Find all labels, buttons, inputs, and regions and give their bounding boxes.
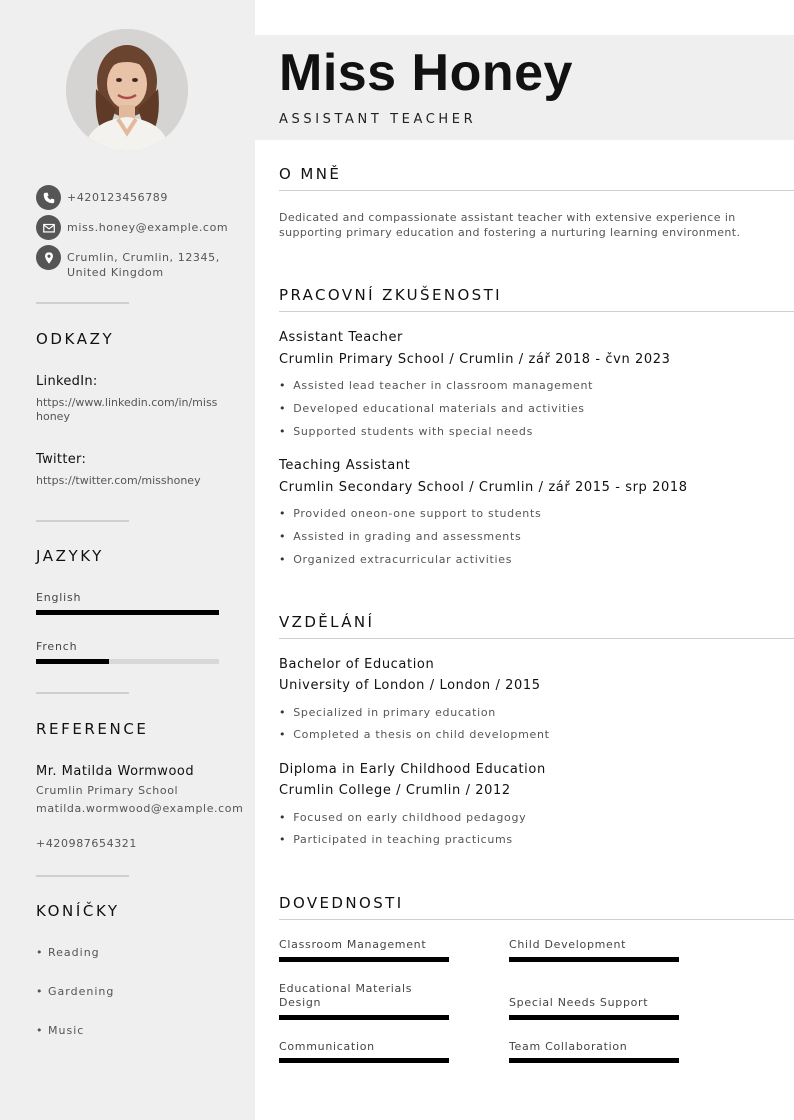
link-label-linkedin: LinkedIn: — [36, 374, 98, 389]
reference-heading: REFERENCE — [36, 720, 149, 738]
job-bullet: • Provided oneon-one support to students — [279, 507, 541, 520]
divider — [36, 692, 129, 694]
link-label-twitter: Twitter: — [36, 452, 87, 467]
links-heading: ODKAZY — [36, 330, 115, 348]
job-details: Crumlin Secondary School / Crumlin / zář 2015 - srp 2018 — [279, 480, 688, 495]
job-title-item: Teaching Assistant — [279, 458, 411, 473]
language-name: English — [36, 591, 82, 604]
job-title: ASSISTANT TEACHER — [279, 112, 477, 127]
hobby-item: • Reading — [36, 946, 100, 959]
hobbies-heading: KONÍČKY — [36, 902, 120, 920]
email-text: miss.honey@example.com — [67, 221, 229, 234]
skill-level-bar — [509, 957, 679, 962]
language-level-bar — [36, 610, 219, 615]
degree-title: Bachelor of Education — [279, 657, 435, 672]
hobby-item: • Music — [36, 1024, 85, 1037]
skills-heading: DOVEDNOSTI — [279, 894, 404, 912]
reference-company: Crumlin Primary School — [36, 784, 179, 797]
job-details: Crumlin Primary School / Crumlin / zář 2018 - čvn 2023 — [279, 352, 671, 367]
skill-label: Special Needs Support — [509, 996, 649, 1009]
education-bullet: • Completed a thesis on child development — [279, 728, 550, 741]
profile-photo — [66, 29, 188, 151]
contact-phone — [36, 185, 227, 210]
languages-heading: JAZYKY — [36, 547, 104, 565]
degree-title: Diploma in Early Childhood Education — [279, 762, 546, 777]
skill-label: Educational Materials Design — [279, 982, 413, 1009]
main-content — [255, 0, 794, 1120]
language-name: French — [36, 640, 78, 653]
job-bullet: • Developed educational materials and activities — [279, 402, 585, 415]
hobby-item: • Gardening — [36, 985, 115, 998]
skill-level-bar — [279, 1015, 449, 1020]
education-bullet: • Participated in teaching practicums — [279, 833, 513, 846]
skill-level-bar — [509, 1058, 679, 1063]
section-rule — [279, 919, 794, 920]
job-bullet: • Assisted lead teacher in classroom management — [279, 379, 593, 392]
link-twitter[interactable]: https://twitter.com/misshoney — [36, 474, 201, 487]
language-level-bar — [36, 659, 219, 664]
location-pin-icon — [36, 245, 61, 270]
reference-name: Mr. Matilda Wormwood — [36, 764, 195, 779]
divider — [36, 520, 129, 522]
skill-label: Child Development — [509, 938, 627, 951]
skill-label: Communication — [279, 1040, 375, 1053]
contact-email — [36, 215, 227, 240]
experience-heading: PRACOVNÍ ZKUŠENOSTI — [279, 286, 502, 304]
divider — [36, 302, 129, 304]
address-text: Crumlin, Crumlin, 12345, United Kingdom — [67, 251, 220, 279]
skill-level-bar — [279, 1058, 449, 1063]
language-level-fill — [36, 659, 109, 664]
link-linkedin[interactable]: https://www.linkedin.com/in/misshoney — [36, 396, 218, 423]
contact-address — [36, 245, 227, 280]
skill-level-bar — [279, 957, 449, 962]
section-rule — [279, 311, 794, 312]
envelope-icon — [36, 215, 61, 240]
reference-phone: +420987654321 — [36, 837, 137, 850]
job-bullet: • Supported students with special needs — [279, 425, 533, 438]
education-bullet: • Focused on early childhood pedagogy — [279, 811, 526, 824]
phone-icon — [36, 185, 61, 210]
language-level-fill — [36, 610, 219, 615]
person-name: Miss Honey — [279, 44, 573, 102]
degree-details: Crumlin College / Crumlin / 2012 — [279, 783, 511, 798]
reference-email: matilda.wormwood@example.com — [36, 802, 244, 815]
phone-text: +420123456789 — [67, 191, 168, 204]
skill-level-bar — [509, 1015, 679, 1020]
skill-label: Classroom Management — [279, 938, 427, 951]
divider — [36, 875, 129, 877]
job-bullet: • Organized extracurricular activities — [279, 553, 512, 566]
sidebar — [0, 0, 255, 1120]
degree-details: University of London / London / 2015 — [279, 678, 541, 693]
education-heading: VZDĚLÁNÍ — [279, 613, 375, 631]
about-text: Dedicated and compassionate assistant teacher with extensive experience in supporting primary education and fostering a nurturing learning environment. — [279, 211, 741, 239]
section-rule — [279, 638, 794, 639]
about-heading: O MNĚ — [279, 165, 342, 183]
skill-label: Team Collaboration — [509, 1040, 628, 1053]
job-title-item: Assistant Teacher — [279, 330, 403, 345]
section-rule — [279, 190, 794, 191]
education-bullet: • Specialized in primary education — [279, 706, 496, 719]
job-bullet: • Assisted in grading and assessments — [279, 530, 521, 543]
